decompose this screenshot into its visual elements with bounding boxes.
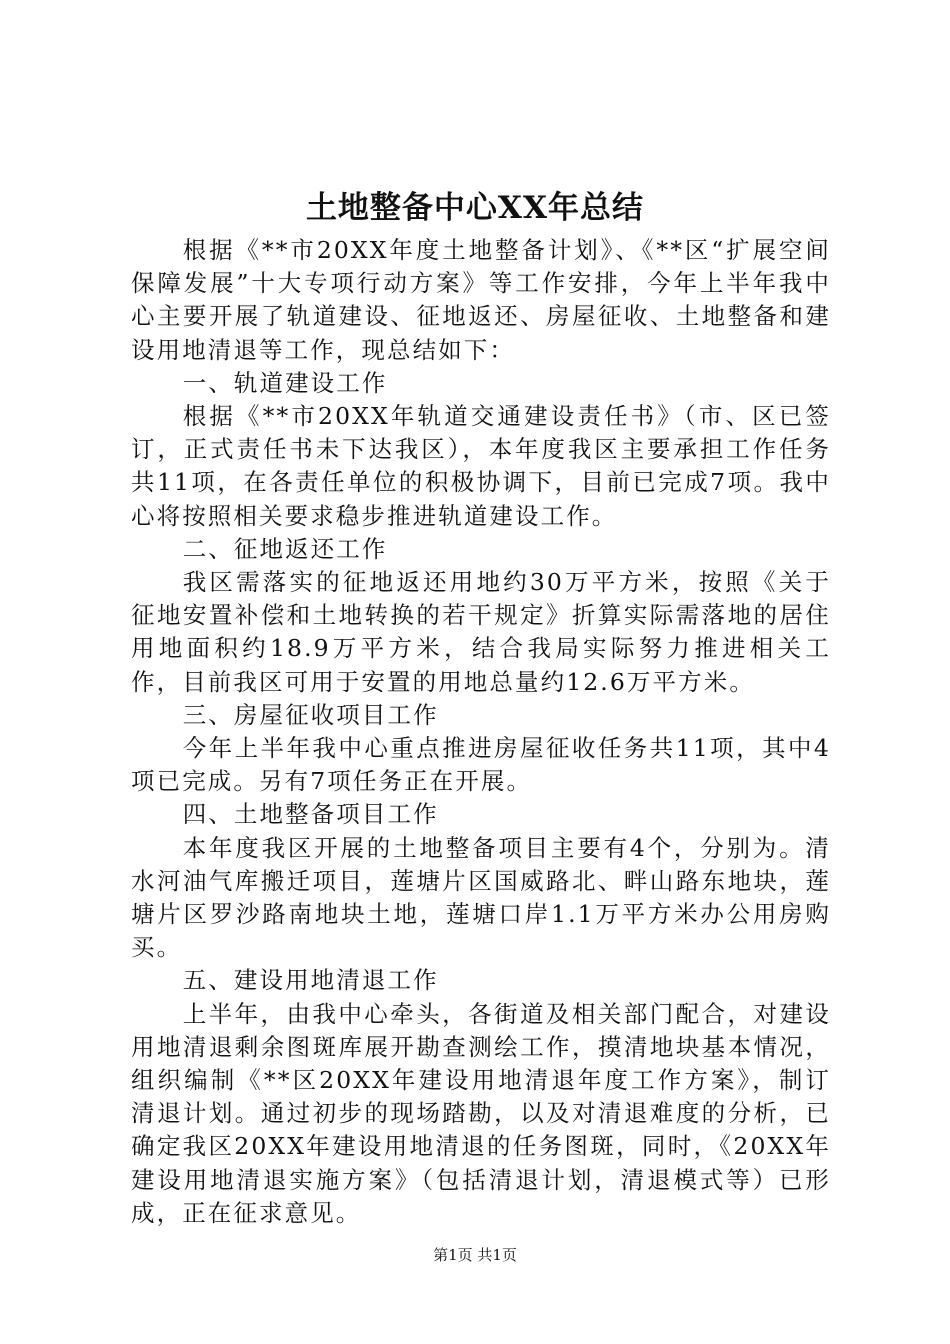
- body-paragraph-land-return: 我区需落实的征地返还用地约30万平方米，按照《关于征地安置补偿和土地转换的若干规定》折算实际需落地的居住用地面积约18.9万平方米，结合我局实际努力推进相关工作，目前我区可用于安置的用地总量约12.6万平方米。: [131, 568, 831, 696]
- section-heading-land-prep: 四、土地整备项目工作: [182, 800, 439, 829]
- section-heading-rail: 一、轨道建设工作: [182, 368, 388, 397]
- document-title: 土地整备中心XX年总结: [305, 190, 645, 226]
- section-heading-land-clearance: 五、建设用地清退工作: [182, 966, 439, 995]
- intro-paragraph: 根据《**市20XX年度土地整备计划》、《**区“扩展空间保障发展”十大专项行动方案》等工作安排，今年上半年我中心主要开展了轨道建设、征地返还、房屋征收、土地整备和建设用地清退等工作，现总结如下：: [131, 236, 831, 364]
- document-body: [131, 234, 831, 1230]
- section-heading-housing: 三、房屋征收项目工作: [182, 700, 439, 729]
- body-paragraph-rail: 根据《**市20XX年轨道交通建设责任书》（市、区已签订，正式责任书未下达我区），本年度我区主要承担工作任务共11项，在各责任单位的积极协调下，目前已完成7项。我中心将按照相关要求稳步推进轨道建设工作。: [131, 402, 831, 530]
- body-paragraph-housing: 今年上半年我中心重点推进房屋征收任务共11项，其中4项已完成。另有7项任务正在开展。: [131, 734, 831, 796]
- section-heading-land-return: 二、征地返还工作: [182, 534, 388, 563]
- body-paragraph-land-clearance: 上半年，由我中心牵头，各街道及相关部门配合，对建设用地清退剩余图斑库展开勘查测绘工作，摸清地块基本情况，组织编制《**区20XX年建设用地清退年度工作方案》，制订清退计划。通过初步的现场踏勘，以及对清退难度的分析，已确定我区20XX年建设用地清退的任务图斑，同时，《20XX年建设用地清退实施方案》（包括清退计划，清退模式等）已形成，正在征求意见。: [131, 999, 831, 1227]
- body-paragraph-land-prep: 本年度我区开展的土地整备项目主要有4个，分别为。清水河油气库搬迁项目，莲塘片区国威路北、畔山路东地块，莲塘片区罗沙路南地块土地，莲塘口岸1.1万平方米办公用房购买。: [131, 833, 831, 962]
- page-footer: 第1页 共1页: [433, 1246, 517, 1264]
